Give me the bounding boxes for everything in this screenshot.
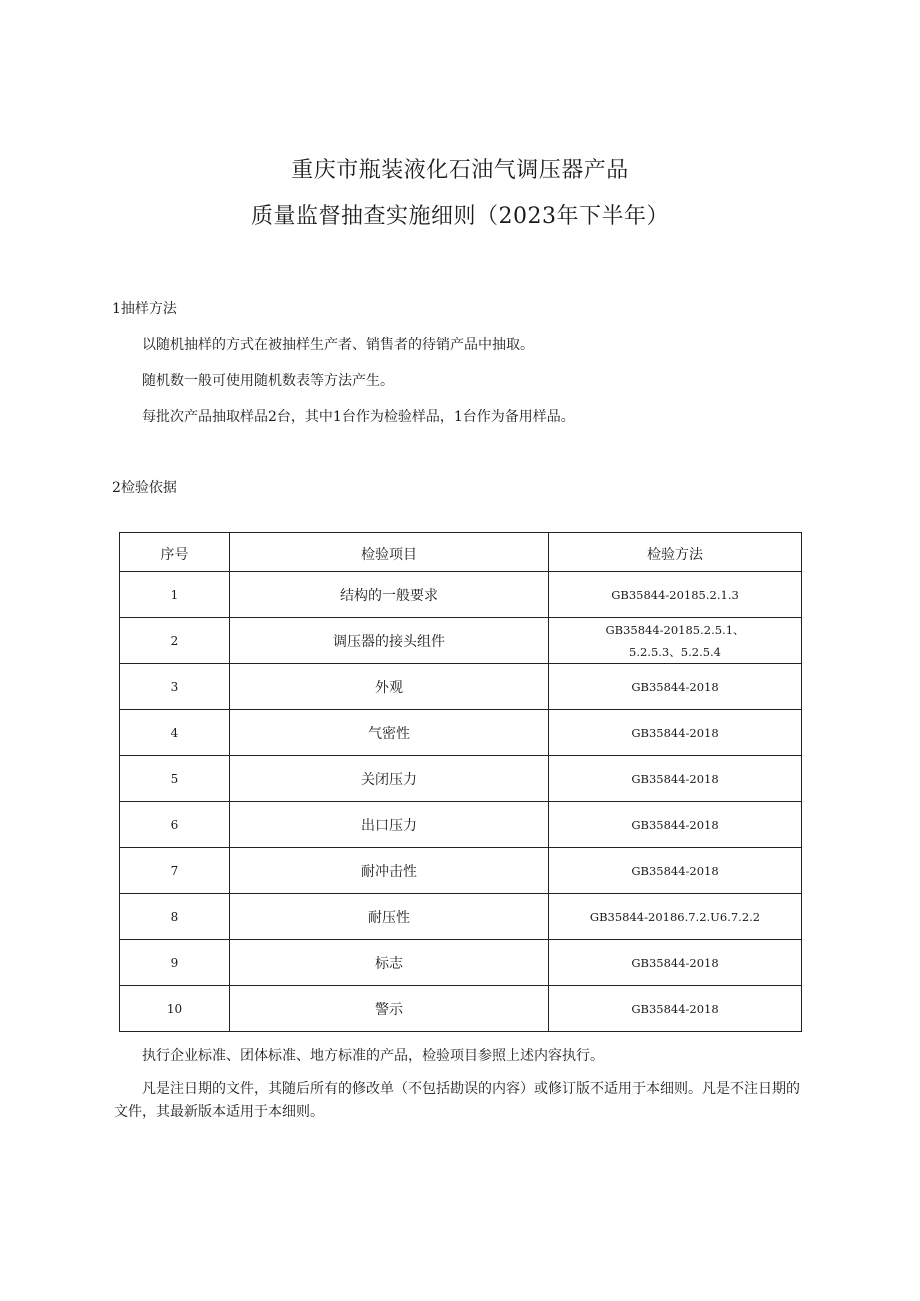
section-heading-sampling: 1抽样方法 [112, 301, 177, 317]
cell-no: 7 [120, 848, 230, 894]
title-line-1: 重庆市瓶装液化石油气调压器产品 [291, 158, 629, 183]
inspection-table [119, 532, 802, 1032]
cell-method: GB35844-2018 [549, 848, 802, 894]
title-line-2: 质量监督抽查实施细则（2023年下半年） [251, 204, 669, 229]
cell-method: GB35844-2018 [549, 710, 802, 756]
cell-method-line-1: GB35844-20185.2.5.1、 [605, 622, 745, 637]
cell-item: 耐冲击性 [230, 848, 549, 894]
cell-method: GB35844-2018 [549, 986, 802, 1032]
cell-no: 10 [120, 986, 230, 1032]
cell-item: 调压器的接头组件 [230, 618, 549, 664]
cell-method: GB35844-20185.2.1.3 [549, 572, 802, 618]
cell-no: 3 [120, 664, 230, 710]
cell-item: 标志 [230, 940, 549, 986]
note-dated-documents: 凡是注日期的文件，其随后所有的修改单（不包括勘误的内容）或修订版不适用于本细则。凡是不注日期的文件，其最新版本适用于本细则。 [114, 1081, 800, 1120]
cell-no: 1 [120, 572, 230, 618]
sampling-paragraph-2: 随机数一般可使用随机数表等方法产生。 [142, 373, 394, 389]
table-row [120, 848, 802, 894]
table-row [120, 572, 802, 618]
cell-no: 2 [120, 618, 230, 664]
table-row [120, 986, 802, 1032]
sampling-paragraph-3: 每批次产品抽取样品2台，其中1台作为检验样品，1台作为备用样品。 [142, 409, 575, 425]
sampling-paragraph-1: 以随机抽样的方式在被抽样生产者、销售者的待销产品中抽取。 [142, 337, 534, 353]
cell-no: 5 [120, 756, 230, 802]
header-no: 序号 [120, 533, 230, 572]
cell-item: 气密性 [230, 710, 549, 756]
cell-no: 6 [120, 802, 230, 848]
header-item: 检验项目 [230, 533, 549, 572]
cell-no: 4 [120, 710, 230, 756]
cell-item: 警示 [230, 986, 549, 1032]
table-row [120, 894, 802, 940]
cell-no: 8 [120, 894, 230, 940]
table-row [120, 664, 802, 710]
table-row [120, 802, 802, 848]
section-heading-basis: 2检验依据 [112, 480, 177, 496]
table-row [120, 940, 802, 986]
cell-method: GB35844-2018 [549, 664, 802, 710]
cell-method: GB35844-20186.7.2.U6.7.2.2 [549, 894, 802, 940]
note-standards: 执行企业标准、团体标准、地方标准的产品，检验项目参照上述内容执行。 [142, 1048, 604, 1064]
table-row [120, 618, 802, 664]
table-row [120, 710, 802, 756]
cell-item: 结构的一般要求 [230, 572, 549, 618]
cell-method: GB35844-2018 [549, 802, 802, 848]
cell-method: GB35844-2018 [549, 756, 802, 802]
table-header-row [120, 533, 802, 572]
cell-method [549, 618, 802, 664]
cell-item: 耐压性 [230, 894, 549, 940]
cell-no: 9 [120, 940, 230, 986]
cell-method-line-2: 5.2.5.3、5.2.5.4 [629, 644, 721, 659]
cell-method: GB35844-2018 [549, 940, 802, 986]
cell-item: 外观 [230, 664, 549, 710]
cell-item: 出口压力 [230, 802, 549, 848]
cell-item: 关闭压力 [230, 756, 549, 802]
header-method: 检验方法 [549, 533, 802, 572]
table-row [120, 756, 802, 802]
